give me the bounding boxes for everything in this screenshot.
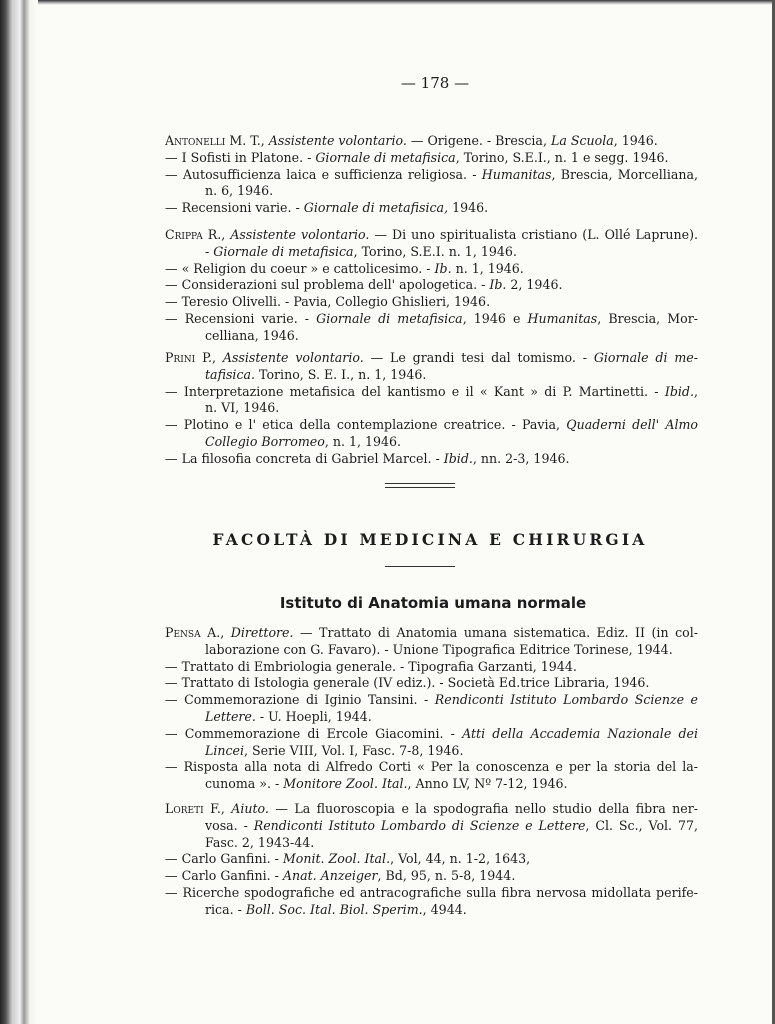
italic-title: Ibid. [443,450,473,466]
text-segment: , 1946 e [462,310,528,326]
entry-continuation-line [165,902,698,919]
entry-continuation-line [165,776,698,793]
bibliography-entry [165,692,698,726]
text-segment: , Vol, 44, n. 1-2, 1643, [390,851,531,867]
bibliography-entry [165,885,698,919]
italic-title: Assistente volontario. [230,227,370,242]
italic-title: Giornale di metafisica [316,310,463,326]
institute-heading: Istituto di Anatomia umana normale [279,594,587,612]
text-segment: A., [200,625,231,640]
entry-line [165,384,698,401]
bibliography-entry [165,451,698,468]
text-segment: , Cl. Sc., Vol. 77, [585,817,699,833]
entry-line [165,451,698,468]
italic-title: Ib. [434,260,452,276]
text-segment: — Risposta alla nota di Alfredo Corti « Per la conoscenza e per la storia del la- [165,759,698,775]
entry-continuation-line [165,183,698,200]
text-segment: n. 6, 1946. [205,183,274,199]
bibliography-entry [165,167,698,201]
entry-line [165,851,698,868]
author-name: Crippa [165,227,203,242]
bibliography-entry [165,759,698,793]
text-segment: 2, 1946. [506,277,563,293]
italic-title: Humanitas [527,310,598,326]
italic-title: La Scuola [550,133,614,148]
text-segment: — Di uno spiritualista cristiano (L. Ollé Laprune). [369,227,698,242]
text-segment: , Torino, S.E.I., n. 1 e segg. 1946. [455,149,669,165]
italic-title: Aiuto. [231,801,269,816]
italic-title: Giornale di me- [593,350,699,365]
bibliography-entry [165,801,698,851]
bibliography-entry [165,133,698,150]
page-number: — 178 — [400,74,470,92]
text-segment: - [205,243,214,259]
text-segment: n. VI, 1946. [205,400,280,416]
entry-line [165,885,698,902]
author-name: Prini [165,350,196,365]
author-name: Antonelli [165,133,226,148]
heading-underline [385,566,455,567]
text-segment: — Plotino e l' etica della contemplazione creatrice. - Pavia, [165,417,567,433]
text-segment: n. 1, 1946. [451,260,524,276]
text-segment: , 1946. [613,133,658,148]
entry-continuation-line [165,818,698,835]
entry-line [165,801,698,818]
entry-continuation-line [165,400,698,417]
text-segment: — Origene. - Brescia, [406,133,551,148]
text-segment: — Autosufficienza laica e sufficienza religiosa. - [165,166,482,182]
text-segment: — Carlo Ganfini. - [165,868,283,884]
entry-line [165,311,698,328]
text-segment: F., [203,801,232,816]
text-segment: — Trattato di Anatomia umana sistematica. Ediz. II (in col- [293,625,699,640]
text-segment: , n. 1, 1946. [324,433,402,449]
italic-title: Assistente volontario. [222,350,364,365]
text-segment: — La fluoroscopia e la spodografia nello studio della fibra ner- [268,801,698,816]
italic-title: Quaderni dell' Almo [566,417,698,433]
italic-title: Ibid. [664,383,694,399]
entry-line [165,659,698,676]
bibliography-entry [165,384,698,418]
text-segment: 1946. [448,200,489,216]
bibliography-entry [165,851,698,868]
entry-continuation-line [165,244,698,261]
text-segment: — Commemorazione di Iginio Tansini. - [165,692,435,708]
italic-title: Giornale di metafisica [315,149,456,165]
italic-title: Humanitas [481,166,552,182]
bibliography-entry [165,150,698,167]
text-segment: cunoma ». - [205,776,284,792]
scan-top-edge [38,0,775,5]
text-segment: — Recensioni varie. - [165,310,317,326]
author-name: Loreti [165,801,204,816]
entry-line [165,200,698,217]
text-segment: vosa. - [205,817,254,833]
bibliography-entry [165,868,698,885]
bibliography-entry [165,277,698,294]
text-segment: — Carlo Ganfini. - [165,851,283,867]
entry-line [165,133,698,150]
text-segment: — Ricerche spodografiche ed antracografiche sulla fibra nervosa midollata perife- [165,884,698,900]
entry-continuation-line [165,367,698,384]
entry-line [165,277,698,294]
text-segment: — Teresio Olivelli. - Pavia, Collegio Ghislieri, 1946. [165,294,491,310]
italic-title: Anat. Anzeiger [282,868,378,884]
bibliography-prini [165,350,698,468]
italic-title: tafisica. [205,366,256,382]
entry-line [165,692,698,709]
bibliography-entry [165,659,698,676]
text-segment: , nn. 2-3, 1946. [472,450,570,466]
bibliography-entry [165,625,698,659]
entry-line [165,294,698,311]
italic-title: Giornale di metafisica, [303,200,449,216]
text-segment: — Trattato di Istologia generale (IV ediz.). - Società Ed.trice Libraria, 1946. [165,675,650,691]
italic-title: Boll. Soc. Ital. Biol. Sperim. [245,901,423,917]
bibliography-crippa [165,227,698,345]
italic-title: Lettere. [205,708,256,724]
italic-title: Direttore. [230,625,294,640]
entry-line [165,261,698,278]
italic-title: Giornale di metafisica [213,243,354,259]
bibliography-entry [165,417,698,451]
text-segment: — Considerazioni sul problema dell' apologetica. - [165,277,490,293]
text-segment: , Brescia, Morcelliana, [551,166,698,182]
text-segment: , Anno LV, Nº 7-12, 1946. [407,776,568,792]
text-segment: , Bd, 95, n. 5-8, 1944. [377,868,516,884]
text-segment: , Serie VIII, Vol. I, Fasc. 7-8, 1946. [244,742,464,758]
bibliography-antonelli [165,133,698,217]
text-segment: — Recensioni varie. - [165,200,304,216]
italic-title: Lincei [205,742,245,758]
bibliography-entry [165,311,698,345]
italic-title: Rendiconti Istituto Lombardo Scienze e [434,692,698,708]
text-segment: — Interpretazione metafisica del kantismo e il « Kant » di P. Martinetti. - [165,383,665,399]
italic-title: Monit. Zool. Ital. [282,851,391,867]
text-segment: — Commemorazione di Ercole Giacomini. - [165,725,463,741]
text-segment: , Brescia, Mor- [597,310,698,326]
bibliography-entry [165,726,698,760]
bibliography-entry [165,294,698,311]
text-segment: — Le grandi tesi dal tomismo. - [363,350,594,365]
entry-continuation-line [165,743,698,760]
author-name: Pensa [165,625,201,640]
bibliography-entry [165,675,698,692]
entry-line [165,167,698,184]
bibliography-loreti [165,801,698,919]
entry-continuation-line [165,434,698,451]
text-segment: - U. Hoepli, 1944. [255,708,372,724]
text-segment: Torino, S. E. I., n. 1, 1946. [255,366,427,382]
entry-line [165,350,698,367]
italic-title: Collegio Borromeo [205,433,325,449]
text-segment: M. T., [225,133,269,148]
text-segment: — « Religion du coeur » e cattolicesimo. - [165,260,435,276]
text-segment: — Trattato di Embriologia generale. - Tipografia Garzanti, 1944. [165,658,577,674]
text-segment: , [693,383,698,399]
entry-line [165,726,698,743]
italic-title: Atti della Accademia Nazionale dei [462,725,698,741]
text-segment: R., [202,227,231,242]
entry-continuation-line [165,835,698,852]
text-segment: celliana, 1946. [205,327,299,343]
faculty-heading: FACOLTÀ DI MEDICINA E CHIRURGIA [212,530,648,549]
text-segment: Fasc. 2, 1943-44. [205,834,315,850]
entry-continuation-line [165,642,698,659]
text-segment: P., [195,350,223,365]
entry-line [165,150,698,167]
bibliography-entry [165,200,698,217]
italic-title: Ib. [489,277,507,293]
entry-line [165,417,698,434]
scan-left-edge [0,0,38,1024]
bibliography-pensa [165,625,698,793]
entry-line [165,675,698,692]
entry-continuation-line [165,328,698,345]
entry-line [165,868,698,885]
entry-line [165,759,698,776]
italic-title: Monitore Zool. Ital. [283,776,408,792]
text-segment: laborazione con G. Favaro). - Unione Tipografica Editrice Torinese, 1944. [205,641,673,657]
bibliography-entry [165,261,698,278]
text-segment: , Torino, S.E.I. n. 1, 1946. [353,243,517,259]
text-segment: , 4944. [422,901,467,917]
entry-line [165,227,698,244]
entry-line [165,625,698,642]
italic-title: Assistente volontario. [268,133,407,148]
bibliography-entry [165,350,698,384]
bibliography-entry [165,227,698,261]
text-segment: rica. - [205,901,246,917]
entry-continuation-line [165,709,698,726]
italic-title: Rendiconti Istituto Lombardo di Scienze e Lettere [253,817,586,833]
section-divider [385,483,455,488]
text-segment: — La filosofia concreta di Gabriel Marcel. - [165,450,444,466]
text-segment: — I Sofisti in Platone. - [165,149,316,165]
